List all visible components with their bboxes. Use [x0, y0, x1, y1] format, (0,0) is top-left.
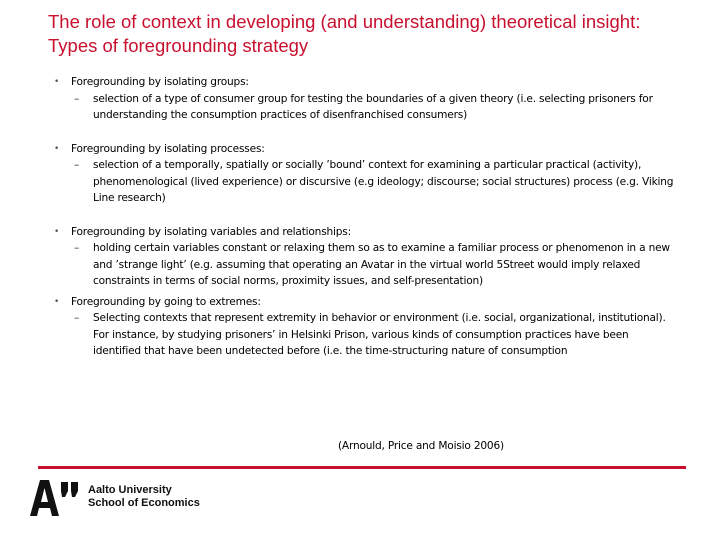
bullet-text: Foregrounding by going to extremes: — [71, 295, 261, 308]
bullet-icon: • — [54, 143, 60, 154]
dash-icon: – — [74, 242, 80, 254]
aalto-logo-icon — [30, 480, 80, 516]
bullet-icon: • — [54, 77, 60, 87]
logo-line-school: School of Economics — [88, 497, 200, 509]
bullet-isolating-variables — [54, 224, 674, 241]
sub-bullet-going-to-extremes — [54, 310, 674, 360]
bullet-icon: • — [54, 296, 60, 307]
dash-icon: – — [74, 92, 80, 105]
bullet-text: Foregrounding by isolating groups: — [71, 76, 249, 88]
sub-bullet-text: holding certain variables constant or relaxing them so as to examine a familiar process or phenomenon in a new and ’strange light’ (e.g. assuming that operating an Avatar in the virtual world 5Street would imply relaxed constraints in terms of social norms, proximity issues, and self-presentation) — [93, 242, 670, 287]
sub-bullet-isolating-variables — [54, 240, 674, 290]
dash-icon: – — [74, 312, 80, 324]
footer-divider — [38, 466, 686, 469]
bullet-text: Foregrounding by isolating variables and relationships: — [71, 225, 351, 238]
slide-title: The role of context in developing (and understanding) theoretical insight: Types of foregrounding strategy — [48, 11, 641, 56]
bullet-icon: • — [54, 226, 60, 237]
sub-bullet-isolating-groups — [54, 91, 674, 124]
logo-text — [88, 484, 200, 510]
sub-bullet-isolating-processes — [54, 157, 674, 207]
dash-icon: – — [74, 159, 80, 171]
bullet-going-to-extremes — [54, 294, 674, 311]
slide-body — [54, 74, 674, 360]
bullet-isolating-processes — [54, 141, 674, 158]
sub-bullet-text: Selecting contexts that represent extremity in behavior or environment (i.e. social, organizational, institutional). For instance, by studying prisoners’ in Helsinki Prison, various kinds of consumption practices have been identified that have been undetected before (i.e. the time-structuring nature of consumption — [93, 312, 666, 357]
citation: (Arnould, Price and Moisio 2006) — [338, 440, 504, 452]
logo-line-university: Aalto University — [88, 484, 172, 496]
bullet-isolating-groups — [54, 74, 674, 91]
sub-bullet-text: selection of a type of consumer group for testing the boundaries of a given theory (i.e. selecting prisoners for understanding the consumption practices of disenfranchised consumers) — [93, 92, 653, 121]
sub-bullet-text: selection of a temporally, spatially or socially ’bound’ context for examining a particular practical (activity), phenomenological (lived experience) or discursive (e.g ideology; discourse; social structures) process (e.g. Viking Line research) — [93, 159, 674, 204]
bullet-text: Foregrounding by isolating processes: — [71, 142, 265, 155]
